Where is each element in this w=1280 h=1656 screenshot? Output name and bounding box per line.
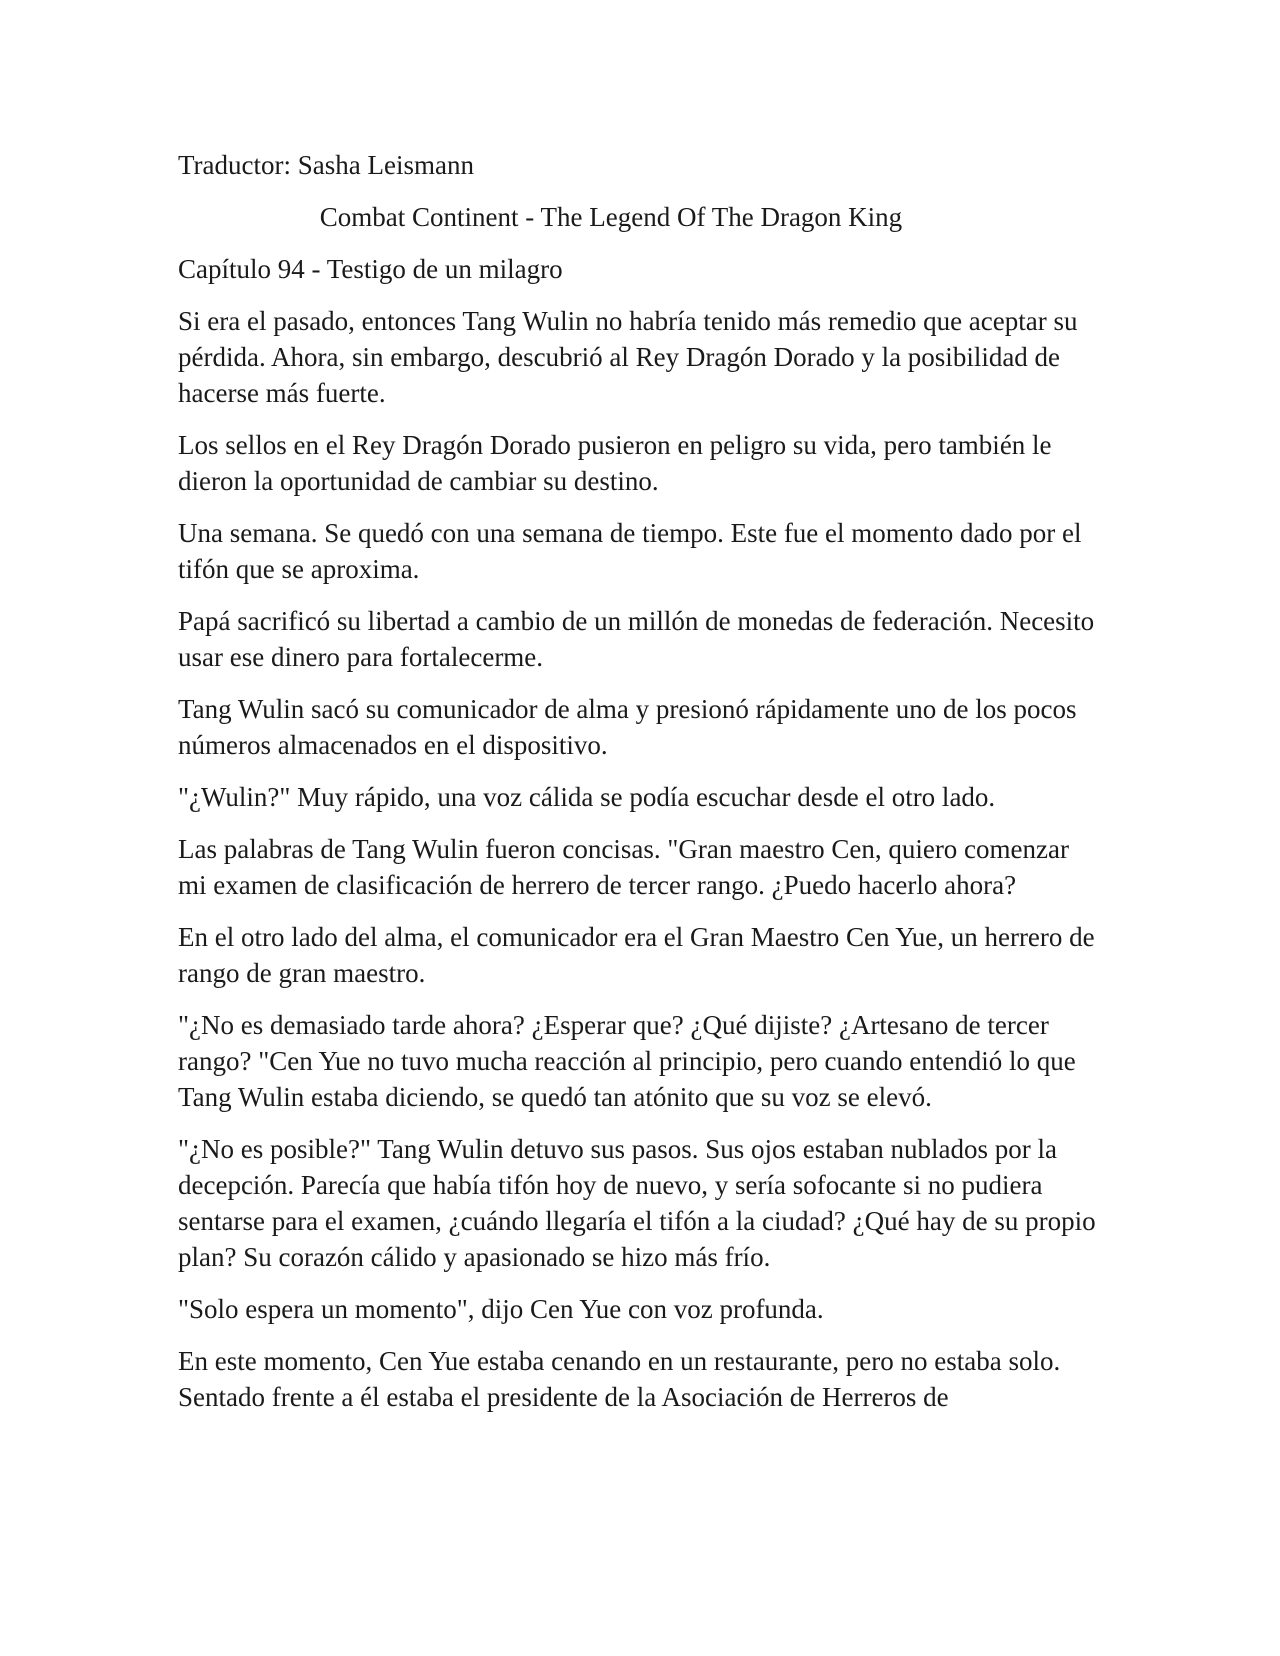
- paragraph: En este momento, Cen Yue estaba cenando en un restaurante, pero no estaba solo. Sentado frente a él estaba el presidente de la Asociación de Herreros de: [178, 1346, 1061, 1412]
- paragraph: Tang Wulin sacó su comunicador de alma y presionó rápidamente uno de los pocos números almacenados en el dispositivo.: [178, 694, 1077, 760]
- paragraph: En el otro lado del alma, el comunicador era el Gran Maestro Cen Yue, un herrero de rango de gran maestro.: [178, 922, 1095, 988]
- paragraph: "¿No es posible?" Tang Wulin detuvo sus pasos. Sus ojos estaban nublados por la decepción. Parecía que había tifón hoy de nuevo, y sería sofocante si no pudiera sentarse para el examen, ¿cuándo llegaría el tifón a la ciudad? ¿Qué hay de su propio plan? Su corazón cálido y apasionado se hizo más frío.: [178, 1134, 1096, 1272]
- paragraph: Papá sacrificó su libertad a cambio de un millón de monedas de federación. Necesito usar ese dinero para fortalecerme.: [178, 606, 1095, 672]
- paragraph: Una semana. Se quedó con una semana de tiempo. Este fue el momento dado por el tifón que se aproxima.: [178, 518, 1082, 584]
- paragraph: Las palabras de Tang Wulin fueron concisas. "Gran maestro Cen, quiero comenzar mi examen de clasificación de herrero de tercer rango. ¿Puedo hacerlo ahora?: [178, 834, 1069, 900]
- translator-credit: Traductor: Sasha Leismann: [178, 150, 474, 180]
- document-body: [178, 147, 1100, 1431]
- paragraph: "¿Wulin?" Muy rápido, una voz cálida se podía escuchar desde el otro lado.: [178, 782, 996, 812]
- paragraph: Si era el pasado, entonces Tang Wulin no habría tenido más remedio que aceptar su pérdida. Ahora, sin embargo, descubrió al Rey Dragón Dorado y la posibilidad de hacerse más fuerte.: [178, 306, 1078, 408]
- series-title: Combat Continent - The Legend Of The Dragon King: [319, 202, 903, 232]
- chapter-title: Capítulo 94 - Testigo de un milagro: [178, 254, 563, 284]
- paragraph: "Solo espera un momento", dijo Cen Yue con voz profunda.: [178, 1294, 824, 1324]
- paragraph: Los sellos en el Rey Dragón Dorado pusieron en peligro su vida, pero también le dieron la oportunidad de cambiar su destino.: [178, 430, 1052, 496]
- paragraph: "¿No es demasiado tarde ahora? ¿Esperar que? ¿Qué dijiste? ¿Artesano de tercer rango? "Cen Yue no tuvo mucha reacción al principio, pero cuando entendió lo que Tang Wulin estaba diciendo, se quedó tan atónito que su voz se elevó.: [178, 1010, 1076, 1112]
